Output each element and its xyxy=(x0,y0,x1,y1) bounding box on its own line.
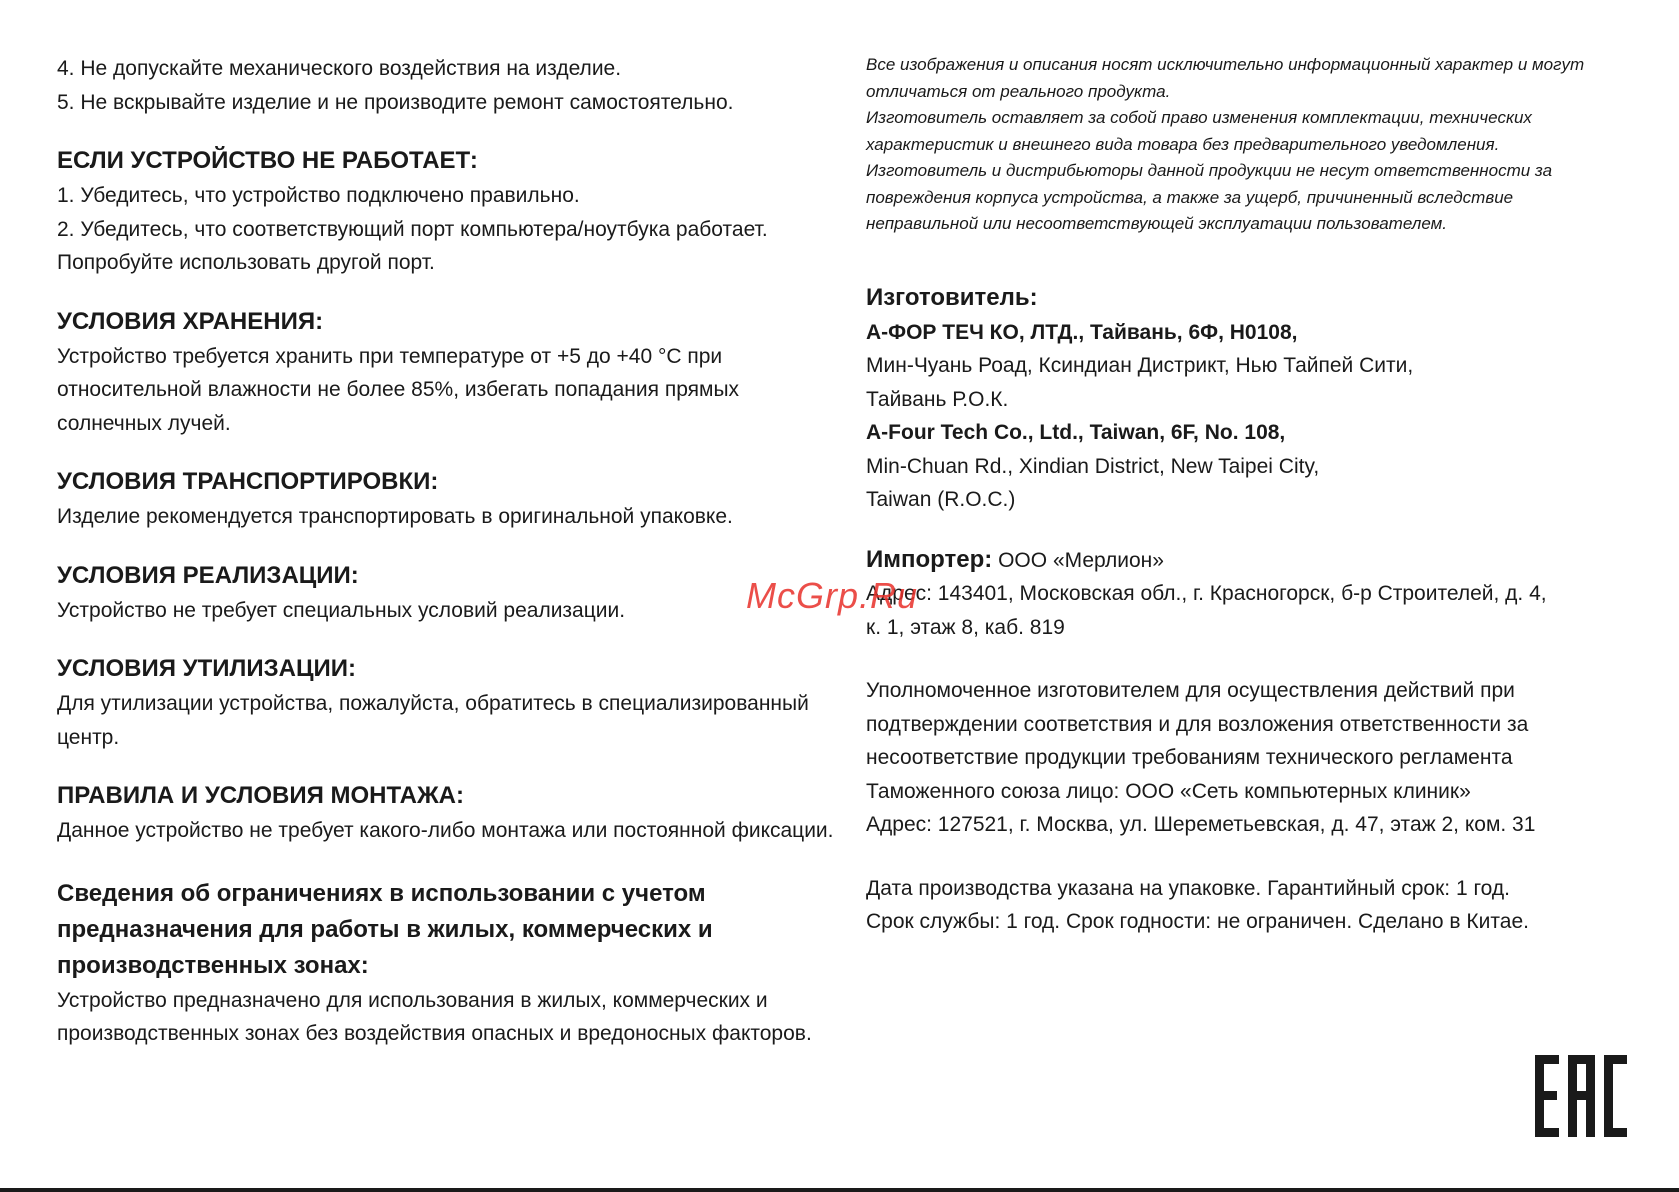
restrictions-line: производственных зонах без воздействия опасных и вредоносных факторов. xyxy=(57,1022,812,1045)
disclaimer-line: Изготовитель и дистрибьюторы данной продукции не несут ответственности за xyxy=(866,161,1553,180)
manufacturer-ru-name: А-ФОР ТЕЧ КО, ЛТД., Тайвань, 6Ф, Н0108, xyxy=(866,320,1298,344)
manufacturer-heading: Изготовитель: xyxy=(866,283,1038,311)
watermark: McGrp.Ru xyxy=(746,575,919,616)
importer-address-line: Адрес: 143401, Московская обл., г. Красногорск, б-р Строителей, д. 4, xyxy=(866,582,1547,605)
eac-certification-mark xyxy=(1535,1055,1627,1137)
section-line: 1. Убедитесь, что устройство подключено правильно. xyxy=(57,184,580,207)
manufacturer-ru-address: Мин-Чуань Роад, Ксиндиан Дистрикт, Нью Тайпей Сити, xyxy=(866,354,1414,377)
section-line: центр. xyxy=(57,725,120,749)
manufacturer-ru-country: Тайвань Р.О.К. xyxy=(866,387,1009,411)
authorized-line: Уполномоченное изготовителем для осуществления действий при xyxy=(866,679,1515,702)
disclaimer-line: повреждения корпуса устройства, а также за ущерб, причиненный вследствие xyxy=(866,187,1514,207)
restrictions-heading-line: предназначения для работы в жилых, коммерческих и xyxy=(57,915,713,943)
warning-line: 4. Не допускайте механического воздействия на изделие. xyxy=(57,57,622,80)
section-line: относительной влажности не более 85%, избегать попадания прямых xyxy=(57,378,740,401)
disclaimer xyxy=(866,52,1646,238)
section-line: Устройство требуется хранить при температуре от +5 до +40 °С при xyxy=(57,344,723,368)
manufacturer-en-name: A-Four Tech Co., Ltd., Taiwan, 6F, No. 108, xyxy=(866,421,1286,444)
left-column xyxy=(57,52,857,1051)
bottom-divider xyxy=(0,1188,1679,1192)
manufacturer-en-country: Taiwan (R.O.C.) xyxy=(866,488,1016,511)
section-heading-mounting: ПРАВИЛА И УСЛОВИЯ МОНТАЖА: xyxy=(57,782,464,809)
section-line: Данное устройство не требует какого-либо монтажа или постоянной фиксации. xyxy=(57,819,834,842)
section-line: солнечных лучей. xyxy=(57,411,231,435)
authorized-line: несоответствие продукции требованиям технического регламента xyxy=(866,746,1513,769)
production-line: Срок службы: 1 год. Срок годности: не ограничен. Сделано в Китае. xyxy=(866,910,1529,933)
restrictions-line: Устройство предназначено для использования в жилых, коммерческих и xyxy=(57,988,768,1012)
disclaimer-line: отличаться от реального продукта. xyxy=(866,81,1171,101)
authorized-line: Таможенного союза лицо: ООО «Сеть компьютерных клиник» xyxy=(866,779,1471,803)
importer-line xyxy=(866,543,1646,578)
restrictions-heading-line: Сведения об ограничениях в использовании с учетом xyxy=(57,879,706,907)
authorized-person xyxy=(866,674,1646,842)
right-column xyxy=(866,52,1646,939)
disclaimer-line: неправильной или несоответствующей эксплуатации пользователем. xyxy=(866,214,1447,233)
section-heading-not-working: ЕСЛИ УСТРОЙСТВО НЕ РАБОТАЕТ: xyxy=(57,147,478,174)
restrictions-heading-line: производственных зонах: xyxy=(57,951,369,979)
importer-name: ООО «Мерлион» xyxy=(992,548,1164,572)
section-line: Попробуйте использовать другой порт. xyxy=(57,251,435,274)
disclaimer-line: Все изображения и описания носят исключительно информационный характер и могут xyxy=(866,55,1585,74)
section-line: Для утилизации устройства, пожалуйста, обратитесь в специализированный xyxy=(57,692,809,715)
section-heading-storage: УСЛОВИЯ ХРАНЕНИЯ: xyxy=(57,307,324,335)
section-heading-sales: УСЛОВИЯ РЕАЛИЗАЦИИ: xyxy=(57,561,359,589)
disclaimer-line: Изготовитель оставляет за собой право изменения комплектации, технических xyxy=(866,108,1532,127)
importer-label: Импортер: xyxy=(866,545,993,573)
importer-address-line: к. 1, этаж 8, каб. 819 xyxy=(866,615,1065,639)
authorized-line: подтверждении соответствия и для возложения ответственности за xyxy=(866,712,1529,736)
production-line: Дата производства указана на упаковке. Гарантийный срок: 1 год. xyxy=(866,876,1510,900)
disclaimer-line: характеристик и внешнего вида товара без предварительного уведомления. xyxy=(866,134,1500,154)
section-heading-disposal: УСЛОВИЯ УТИЛИЗАЦИИ: xyxy=(57,655,356,682)
section-line: 2. Убедитесь, что соответствующий порт компьютера/ноутбука работает. xyxy=(57,217,768,241)
section-line: Устройство не требует специальных условий реализации. xyxy=(57,598,626,622)
section-line: Изделие рекомендуется транспортировать в оригинальной упаковке. xyxy=(57,505,733,528)
production-info xyxy=(866,872,1646,939)
section-heading-transport: УСЛОВИЯ ТРАНСПОРТИРОВКИ: xyxy=(57,468,439,495)
authorized-line: Адрес: 127521, г. Москва, ул. Шереметьевская, д. 47, этаж 2, ком. 31 xyxy=(866,813,1536,836)
warning-line: 5. Не вскрывайте изделие и не производите ремонт самостоятельно. xyxy=(57,90,734,114)
manufacturer-en-address: Min-Chuan Rd., Xindian District, New Taipei City, xyxy=(866,454,1320,478)
